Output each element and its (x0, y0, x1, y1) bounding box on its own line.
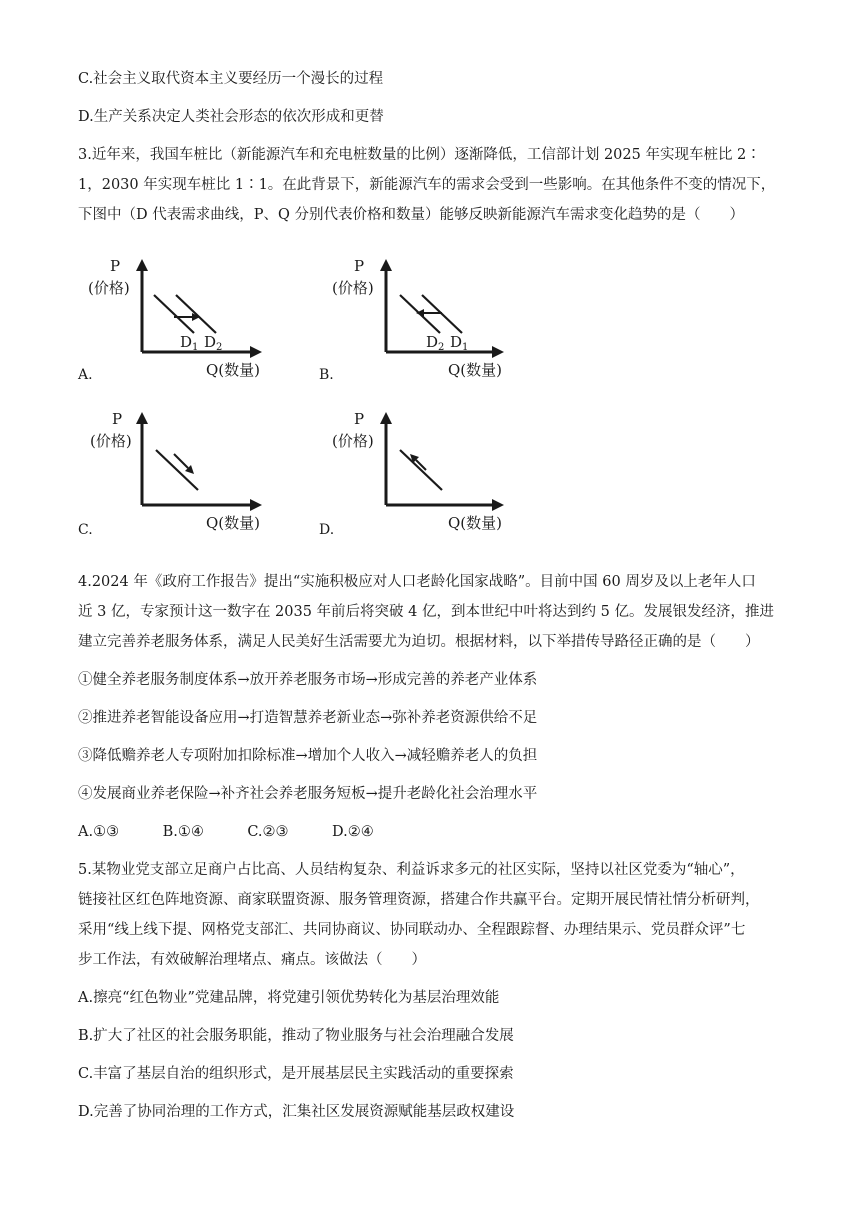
q5-option-b: B.扩大了社区的社会服务职能，推动了物业服务与社会治理融合发展 (78, 1028, 514, 1044)
price-label: (价格) (88, 279, 130, 297)
option-b-label: B. (319, 367, 334, 383)
q4-stem-line-2: 近 3 亿，专家预计这一数字在 2035 年前后将突破 4 亿，到本世纪中叶将达到约 5 亿。发展银发经济，推进 (78, 604, 774, 620)
q4-item-3: ③降低赡养老人专项附加扣除标准→增加个人收入→减轻赡养老人的负担 (78, 748, 538, 764)
option-d-label: D. (319, 522, 335, 538)
d1-label: $D_1$ (180, 333, 199, 353)
p-axis-label: P (112, 410, 123, 428)
q2-option-d: D.生产关系决定人类社会形态的依次形成和更替 (78, 109, 384, 125)
q4-stem-line-3: 建立完善养老服务体系，满足人民美好生活需要尤为迫切。根据材料，以下举措传导路径正确的是（ ） (78, 634, 760, 650)
graph-option-a (88, 255, 278, 380)
price-label: (价格) (90, 432, 132, 450)
q-axis-label: Q(数量) (448, 361, 503, 379)
q4-item-4: ④发展商业养老保险→补齐社会养老服务短板→提升老龄化社会治理水平 (78, 786, 538, 802)
q4-item-1: ①健全养老服务制度体系→放开养老服务市场→形成完善的养老产业体系 (78, 672, 538, 688)
graph-option-b (330, 255, 520, 380)
q5-option-c: C.丰富了基层自治的组织形式，是开展基层民主实践活动的重要探索 (78, 1066, 514, 1082)
q3-stem-line-3: 下图中（D 代表需求曲线，P、Q 分别代表价格和数量）能够反映新能源汽车需求变化趋势的是（ ） (78, 207, 744, 223)
price-label: (价格) (332, 432, 374, 450)
q5-stem-line-3: 采用“线上线下提、网格党支部汇、共同协商议、协同联动办、全程跟踪督、办理结果示、党员群众评”七 (78, 922, 746, 938)
option-a-label: A. (78, 367, 93, 383)
q3-stem-line-1: 3.近年来，我国车桩比（新能源汽车和充电桩数量的比例）逐渐降低，工信部计划 2025 年实现车桩比 2∶ (78, 147, 761, 163)
q5-option-a: A.擦亮“红色物业”党建品牌，将党建引领优势转化为基层治理效能 (78, 990, 500, 1006)
q5-stem-line-4: 步工作法，有效破解治理堵点、痛点。该做法（ ） (78, 952, 426, 968)
q2-option-c: C.社会主义取代资本主义要经历一个漫长的过程 (78, 71, 384, 87)
p-axis-label: P (354, 410, 365, 428)
graph-option-d (330, 408, 520, 533)
q5-stem-line-1: 5.某物业党支部立足商户占比高、人员结构复杂、利益诉求多元的社区实际，坚持以社区党委为“轴心”， (78, 862, 745, 878)
p-axis-label: P (110, 257, 121, 275)
q4-stem-line-1: 4.2024 年《政府工作报告》提出“实施积极应对人口老龄化国家战略”。目前中国 60 周岁及以上老年人口 (78, 574, 756, 590)
p-axis-label: P (354, 257, 365, 275)
price-label: (价格) (332, 279, 374, 297)
d2-label: $D_2$ (426, 333, 445, 353)
q5-option-d: D.完善了协同治理的工作方式，汇集社区发展资源赋能基层政权建设 (78, 1104, 515, 1120)
q5-stem-line-2: 链接社区红色阵地资源、商家联盟资源、服务管理资源，搭建合作共赢平台。定期开展民情社情分析研判， (78, 892, 760, 908)
graph-option-c (88, 408, 278, 533)
option-c-label: C. (78, 522, 93, 538)
d2-label: $D_2$ (204, 333, 223, 353)
q-axis-label: Q(数量) (448, 514, 503, 532)
q-axis-label: Q(数量) (206, 361, 261, 379)
q-axis-label: Q(数量) (206, 514, 261, 532)
d1-label: $D_1$ (450, 333, 469, 353)
q4-item-2: ②推进养老智能设备应用→打造智慧养老新业态→弥补养老资源供给不足 (78, 710, 538, 726)
q4-answer-options: A.①③ B.①④ C.②③ D.②④ (78, 824, 374, 840)
q3-stem-line-2: 1，2030 年实现车桩比 1∶1。在此背景下，新能源汽车的需求会受到一些影响。在其他条件不变的情况下， (78, 177, 776, 193)
